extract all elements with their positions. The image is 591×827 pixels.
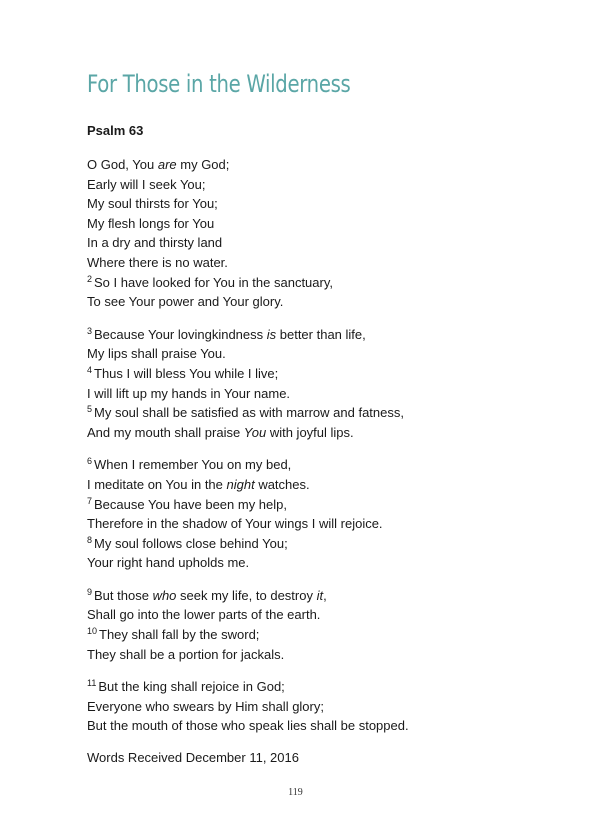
poem-body [87,155,567,749]
italic-text: You [243,424,267,440]
line-text: Early will I seek You; [87,176,206,192]
line-text: But those [94,587,153,603]
line-text: In a dry and thirsty land [87,235,223,251]
poem-line [87,403,567,423]
verse-number: 9 [87,586,93,597]
poem-line [87,175,567,195]
poem-line [87,586,567,606]
line-text: Because You have been my help, [94,496,287,512]
poem-line [87,553,567,573]
poem-line [87,253,567,273]
line-text: To see Your power and Your glory. [87,294,284,310]
italic-text: night [226,476,255,492]
stanza [87,325,567,443]
line-text: My soul thirsts for You; [87,196,218,212]
poem-line [87,344,567,364]
line-text: My lips shall praise You. [87,346,226,362]
line-text: better than life, [276,326,366,342]
italic-text: who [152,587,177,603]
poem-line [87,292,567,312]
footer-note: Words Received December 11, 2016 [87,750,299,765]
poem-line [87,475,567,495]
poem-line [87,534,567,554]
poem-line [87,495,567,515]
stanza [87,155,567,312]
page-title: For Those in the Wilderness [87,70,351,98]
italic-text: are [157,157,177,172]
poem-line [87,455,567,475]
line-text: Thus I will bless You while I live; [94,365,279,381]
line-text: my God; [176,157,230,172]
line-text: My soul follows close behind You; [94,535,288,551]
verse-number: 8 [87,534,93,545]
line-text: When I remember You on my bed, [94,457,292,473]
stanza [87,586,567,664]
line-text: Everyone who swears by Him shall glory; [87,698,324,714]
verse-number: 4 [87,364,93,375]
poem-line [87,194,567,214]
poem-line [87,214,567,234]
poem-line [87,273,567,293]
poem-line [87,155,567,175]
verse-number: 5 [87,404,93,415]
line-text: , [323,587,327,603]
line-text: And my mouth shall praise [87,424,244,440]
line-text: I meditate on You in the [87,476,227,492]
stanza [87,455,567,573]
stanza [87,677,567,736]
poem-line [87,364,567,384]
line-text: O God, You [87,157,158,172]
verse-number: 6 [87,456,93,467]
poem-line [87,625,567,645]
page-number: 119 [288,787,303,798]
line-text: But the mouth of those who speak lies shall be stopped. [87,718,409,734]
line-text: with joyful lips. [266,424,354,440]
poem-line [87,514,567,534]
italic-text: it [316,587,324,603]
poem-line [87,677,567,697]
psalm-reference: Psalm 63 [87,123,144,138]
line-text: seek my life, to destroy [176,587,317,603]
line-text: They shall be a portion for jackals. [87,646,285,662]
line-text: But the king shall rejoice in God; [98,679,285,695]
line-text: My soul shall be satisfied as with marrow and fatness, [94,405,404,421]
line-text: Where there is no water. [87,254,228,270]
line-text: They shall fall by the sword; [99,627,260,643]
verse-number: 7 [87,495,93,506]
poem-line [87,697,567,717]
poem-line [87,325,567,345]
poem-line [87,716,567,736]
italic-text: is [266,326,277,342]
poem-line [87,384,567,404]
verse-number: 2 [87,273,93,284]
poem-line [87,645,567,665]
line-text: Your right hand upholds me. [87,555,250,571]
line-text: I will lift up my hands in Your name. [87,385,291,401]
poem-line [87,233,567,253]
line-text: Because Your lovingkindness [94,326,267,342]
poem-line [87,423,567,443]
line-text: Therefore in the shadow of Your wings I will rejoice. [87,516,383,532]
line-text: So I have looked for You in the sanctuary, [94,274,333,290]
poem-line [87,605,567,625]
line-text: watches. [254,476,310,492]
verse-number: 11 [87,678,97,689]
verse-number: 10 [87,626,98,637]
line-text: Shall go into the lower parts of the earth. [87,607,321,623]
verse-number: 3 [87,325,93,336]
line-text: My flesh longs for You [87,215,215,231]
